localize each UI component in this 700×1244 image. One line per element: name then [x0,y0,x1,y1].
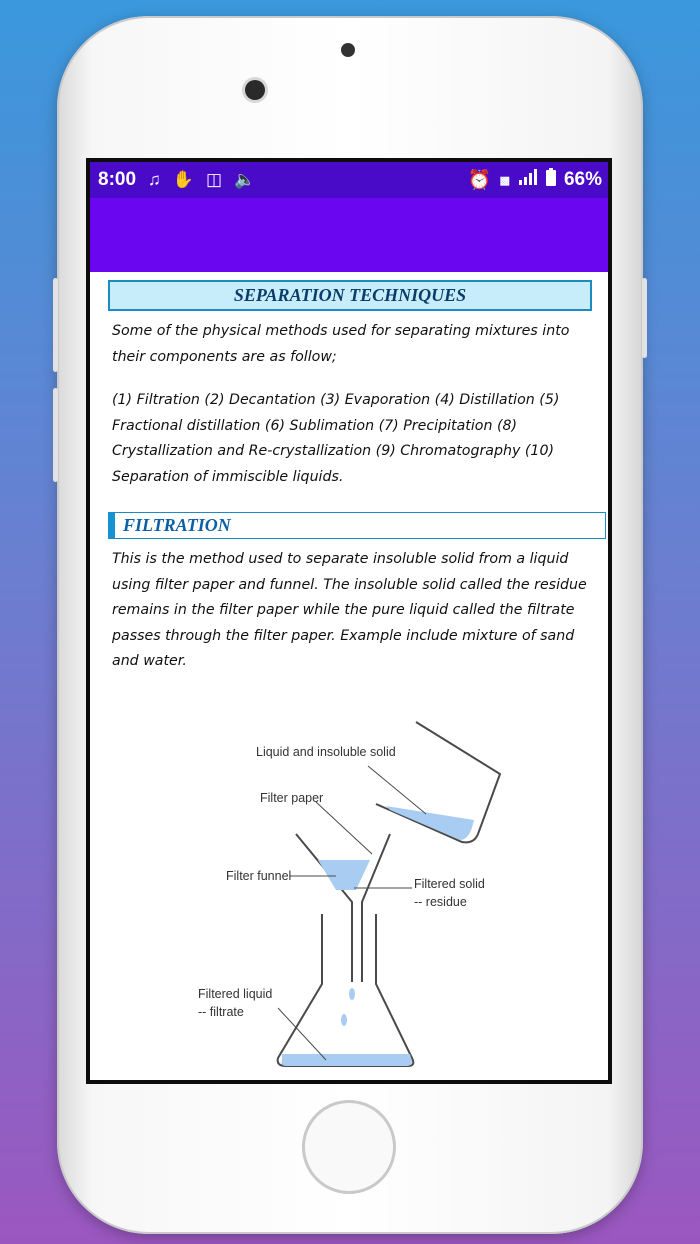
filtration-title: FILTRATION [108,512,606,539]
flask-liquid [282,1054,413,1066]
battery-percent: 66% [563,169,602,190]
device-screen [86,158,612,1084]
volume-down-button [53,388,58,482]
power-button [642,278,647,358]
section-title: SEPARATION TECHNIQUES [108,280,592,311]
hand-icon: ✋ [172,170,194,189]
label-filtered-liquid-2: -- filtrate [198,1005,244,1019]
drop-1 [349,988,355,1000]
signal-icon [518,169,538,191]
volume-icon: 🔈 [234,170,256,189]
filtration-text: This is the method used to separate insoluble solid from a liquid using filter paper and funnel. The insoluble solid called the residue remains in the filter paper while the pure liquid called the filtrate passes through the filter paper. Example include mixture of sand and water. [112,551,587,669]
label-filter-funnel: Filter funnel [226,869,292,883]
data-icon: ▩ [499,174,510,187]
home-button[interactable] [302,1100,396,1194]
label-filtered-solid-1: Filtered solid [414,877,485,891]
status-bar [90,162,608,198]
conical-flask [278,914,414,1066]
music-note-icon: ♫ [148,170,161,189]
front-camera [245,80,265,100]
label-filtered-liquid-1: Filtered liquid [198,987,273,1001]
label-filter-paper: Filter paper [260,791,324,805]
intro-text: Some of the physical methods used for separating mixtures into their components are as follow; [112,323,570,365]
label-filtered-solid-2: -- residue [414,895,467,909]
alarm-icon: ⏰ [467,170,492,191]
earpiece-speaker [341,43,355,57]
label-liquid-solid: Liquid and insoluble solid [256,745,396,759]
battery-icon [546,168,556,192]
beaker-liquid [386,806,474,840]
leader-liquid-solid [368,766,426,814]
funnel-liquid [318,860,370,890]
status-right [468,168,602,192]
article-content [90,272,608,675]
cast-icon: ◫ [205,170,223,189]
methods-list: (1) Filtration (2) Decantation (3) Evaporation (4) Distillation (5) Fractional distillation (6) Sublimation (7) Precipitation (8) Crystallization and Re-crystallization (9) Chromatography (10) Separation of immiscible liquids. [112,392,560,485]
app-bar [90,198,608,272]
drop-2 [341,1014,347,1026]
status-time: 8:00 [98,169,137,190]
filtration-diagram [90,702,608,1082]
volume-up-button [53,278,58,372]
leader-filter-paper [316,802,372,854]
